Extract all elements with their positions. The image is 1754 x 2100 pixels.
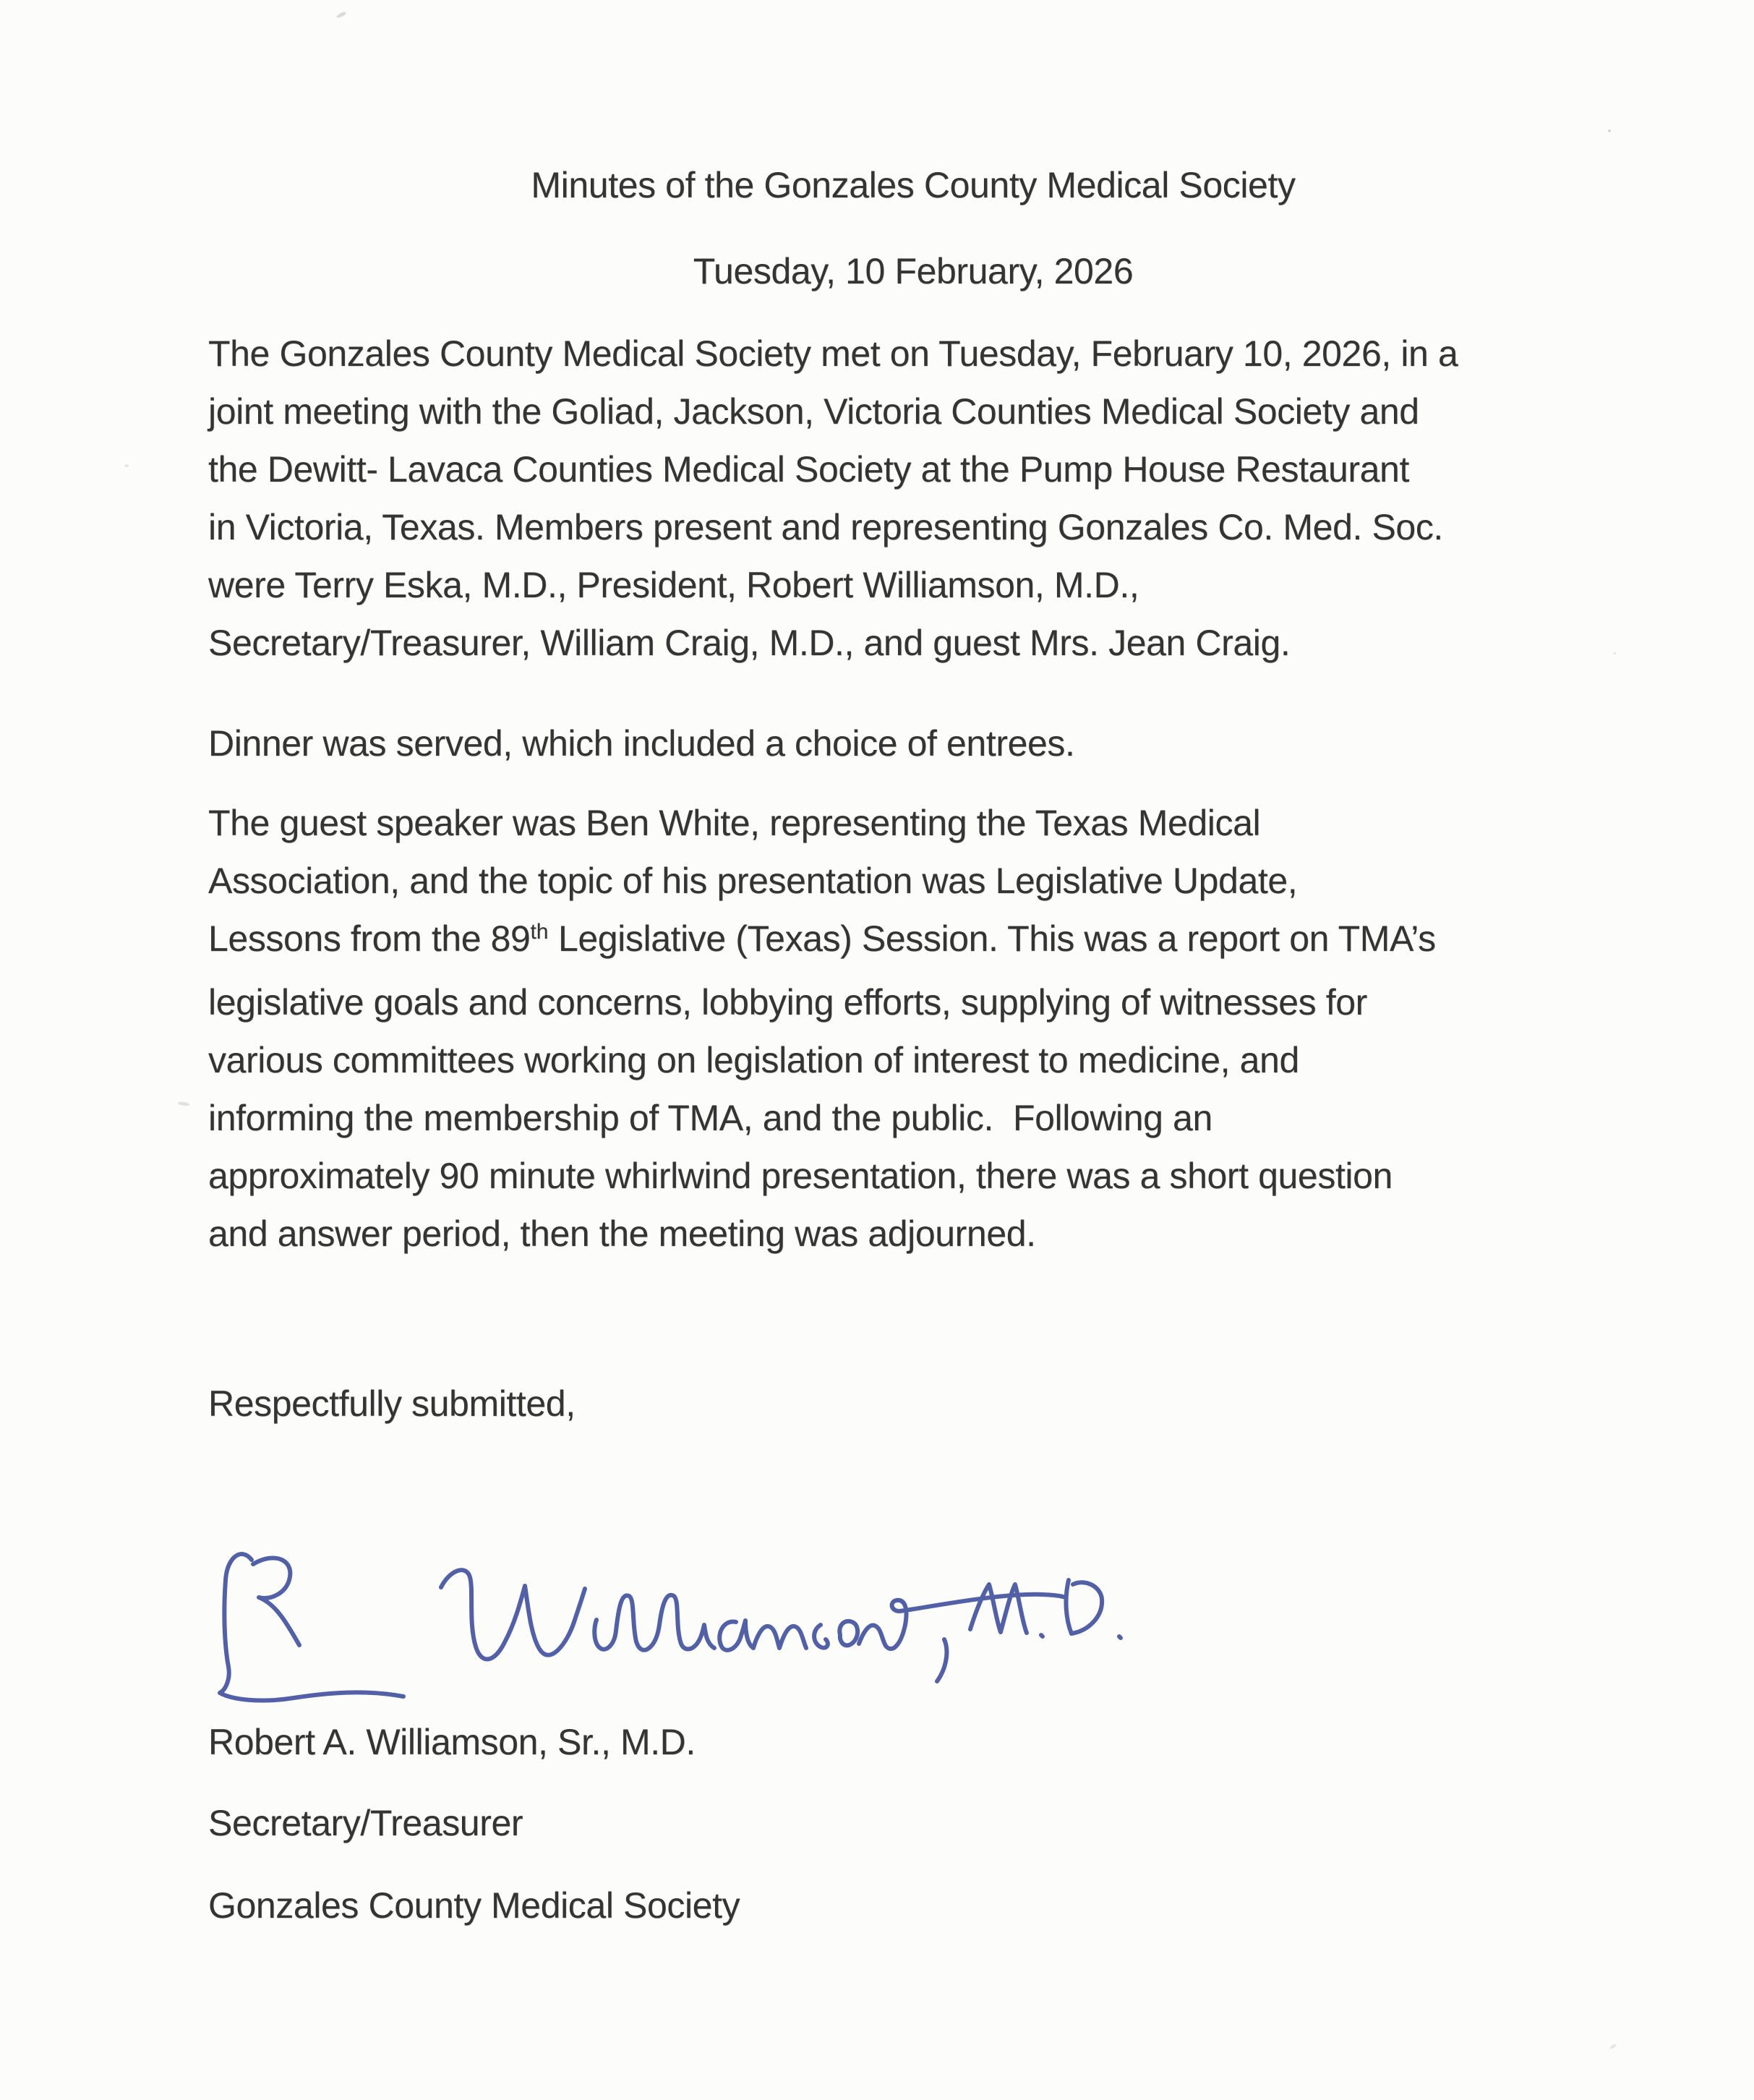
document-date — [208, 242, 1618, 300]
closing-respectfully — [208, 1375, 1618, 1433]
text-line: Secretary/Treasurer, William Craig, M.D., and guest Mrs. Jean Craig. — [208, 623, 1291, 663]
text-line: the Dewitt- Lavaca Counties Medical Society at the Pump House Restaurant — [208, 449, 1409, 490]
text-line — [208, 910, 1618, 973]
text-line: Respectfully submitted, — [208, 1383, 576, 1424]
signature-handwriting — [217, 1529, 1193, 1703]
scan-artifact — [178, 1101, 190, 1106]
document-title — [208, 156, 1618, 214]
paragraph-guest-speaker — [208, 794, 1618, 1263]
scan-artifact — [124, 464, 129, 467]
text-line: joint meeting with the Goliad, Jackson, Victoria Counties Medical Society and — [208, 391, 1419, 432]
signer-organization — [208, 1877, 1618, 1934]
text-line: Secretary/Treasurer — [208, 1803, 523, 1843]
signer-name — [208, 1713, 1618, 1771]
text-line: various committees working on legislation of interest to medicine, and — [208, 1040, 1299, 1080]
scan-artifact — [1614, 652, 1616, 654]
text-line: approximately 90 minute whirlwind presentation, there was a short question — [208, 1156, 1392, 1196]
signer-title — [208, 1794, 1618, 1852]
text-line: and answer period, then the meeting was adjourned. — [208, 1213, 1036, 1254]
text-line: in Victoria, Texas. Members present and representing Gonzales Co. Med. Soc. — [208, 507, 1443, 547]
paragraph-meeting-details — [208, 325, 1618, 672]
text-line: Robert A. Williamson, Sr., M.D. — [208, 1722, 696, 1762]
text-line: informing the membership of TMA, and the public. Following an — [208, 1098, 1212, 1138]
text-line: were Terry Eska, M.D., President, Robert Williamson, M.D., — [208, 565, 1139, 605]
text-line: legislative goals and concerns, lobbying efforts, supplying of witnesses for — [208, 982, 1367, 1023]
text-segment: Legislative (Texas) Session. This was a report on TMA’s — [548, 918, 1436, 959]
text-segment: Lessons from the 89 — [208, 918, 531, 959]
paragraph-dinner — [208, 714, 1618, 772]
text-line: Gonzales County Medical Society — [208, 1885, 740, 1926]
text-line: The guest speaker was Ben White, representing the Texas Medical — [208, 803, 1261, 843]
scan-artifact — [1608, 129, 1611, 132]
scan-artifact — [336, 11, 347, 18]
title-text: Minutes of the Gonzales County Medical Society — [531, 165, 1296, 205]
date-text: Tuesday, 10 February, 2026 — [693, 251, 1134, 291]
superscript-th: th — [530, 920, 549, 944]
text-line: Association, and the topic of his presentation was Legislative Update, — [208, 861, 1298, 901]
scan-artifact — [1609, 2044, 1617, 2049]
text-line: Dinner was served, which included a choice of entrees. — [208, 723, 1075, 764]
signature-strokes — [220, 1554, 1121, 1700]
text-line: The Gonzales County Medical Society met on Tuesday, February 10, 2026, in a — [208, 333, 1458, 374]
